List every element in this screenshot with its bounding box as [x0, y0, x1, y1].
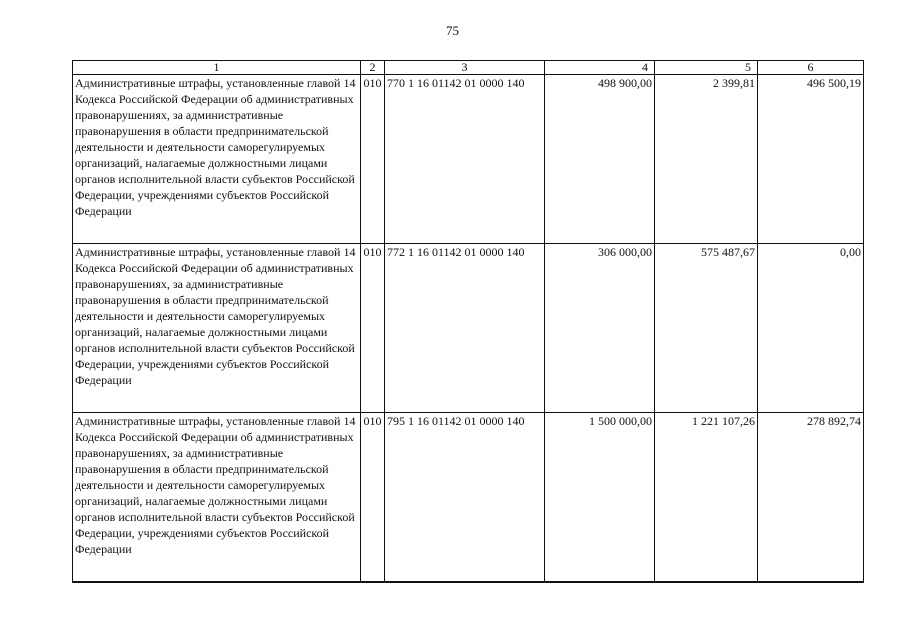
- header-cell-3: 3: [385, 61, 545, 75]
- row-amount-col5: 1 221 107,26: [655, 413, 758, 583]
- row-budget-code: 795 1 16 01142 01 0000 140: [385, 413, 545, 583]
- table-body: [73, 75, 864, 583]
- row-amount-col4: 1 500 000,00: [545, 413, 655, 583]
- table-row: [73, 244, 864, 413]
- report-table: [72, 60, 864, 583]
- row-description: Административные штрафы, установленные главой 14 Кодекса Российской Федерации об административных правонарушениях, за административные правонарушения в области предпринимательской деятельности и деятельности саморегулируемых организаций, налагаемые должностными лицами органов исполнительной власти субъектов Российской Федерации, учреждениями субъектов Российской Федерации: [73, 75, 361, 244]
- row-amount-col4: 498 900,00: [545, 75, 655, 244]
- header-row: [73, 61, 864, 75]
- row-description: Административные штрафы, установленные главой 14 Кодекса Российской Федерации об административных правонарушениях, за административные правонарушения в области предпринимательской деятельности и деятельности саморегулируемых организаций, налагаемые должностными лицами органов исполнительной власти субъектов Российской Федерации, учреждениями субъектов Российской Федерации: [73, 244, 361, 413]
- header-cell-2: 2: [361, 61, 385, 75]
- row-line-code: 010: [361, 413, 385, 583]
- header-cell-5: 5: [655, 61, 758, 75]
- row-description: Административные штрафы, установленные главой 14 Кодекса Российской Федерации об административных правонарушениях, за административные правонарушения в области предпринимательской деятельности и деятельности саморегулируемых организаций, налагаемые должностными лицами органов исполнительной власти субъектов Российской Федерации, учреждениями субъектов Российской Федерации: [73, 413, 361, 583]
- row-line-code: 010: [361, 75, 385, 244]
- row-budget-code: 770 1 16 01142 01 0000 140: [385, 75, 545, 244]
- table-row: [73, 75, 864, 244]
- header-cell-6: 6: [758, 61, 864, 75]
- row-amount-col6: 278 892,74: [758, 413, 864, 583]
- row-amount-col6: 0,00: [758, 244, 864, 413]
- row-amount-col6: 496 500,19: [758, 75, 864, 244]
- row-amount-col5: 575 487,67: [655, 244, 758, 413]
- row-line-code: 010: [361, 244, 385, 413]
- page-number: 75: [446, 23, 459, 38]
- row-amount-col4: 306 000,00: [545, 244, 655, 413]
- row-budget-code: 772 1 16 01142 01 0000 140: [385, 244, 545, 413]
- row-amount-col5: 2 399,81: [655, 75, 758, 244]
- header-cell-4: 4: [545, 61, 655, 75]
- header-cell-1: 1: [73, 61, 361, 75]
- table-row: [73, 413, 864, 583]
